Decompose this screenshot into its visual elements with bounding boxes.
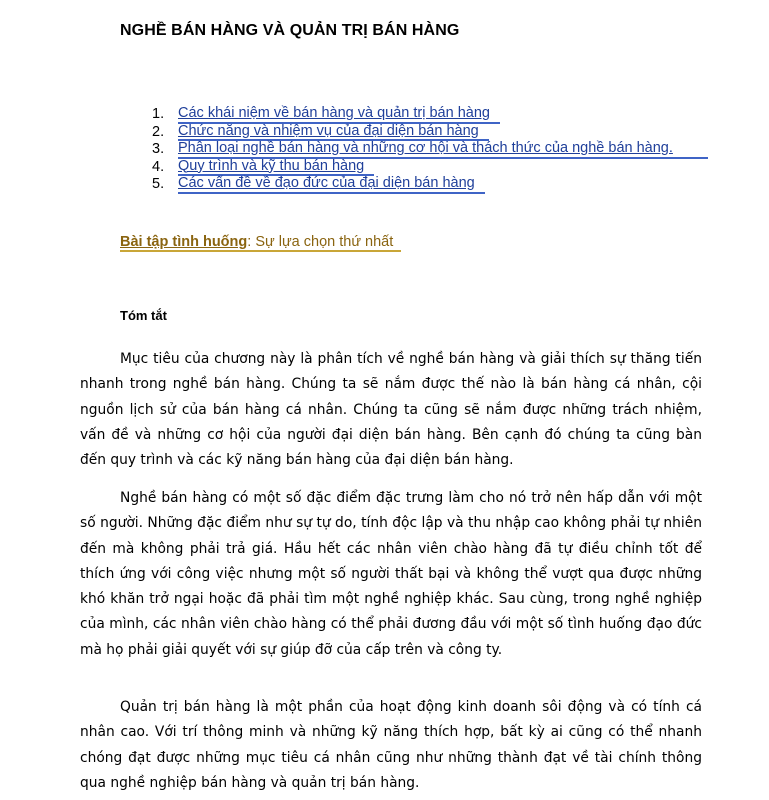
toc-link-sales-process[interactable]: Quy trình và kỹ thu bán hàng [178, 159, 374, 177]
document-title: NGHỀ BÁN HÀNG VÀ QUẢN TRỊ BÁN HÀNG [120, 22, 460, 39]
table-of-contents [152, 106, 712, 194]
case-study-label: Bài tập tình huống [120, 234, 248, 250]
toc-link-ethics[interactable]: Các vấn đề về đạo đức của đại diện bán hàng [178, 176, 485, 194]
toc-link-sales-concepts[interactable]: Các khái niệm về bán hàng và quản trị bán hàng [178, 106, 500, 124]
toc-link-sales-rep-functions[interactable]: Chức năng và nhiệm vụ của đại diện bán hàng [178, 124, 489, 142]
case-study-title: : Sự lựa chọn thứ nhất [247, 234, 394, 250]
toc-item-number: 1. [152, 106, 165, 122]
toc-item [152, 176, 712, 194]
summary-paragraph-3: Quản trị bán hàng là một phần của hoạt động kinh doanh sôi động và có tính cá nhân cao. Với trí thông minh và những kỹ năng thích hợp, bất kỳ ai cũng có thể nhanh chóng đạt được những mục tiêu cá nhân cũng như những thành đạt về tài chính thông qua nghề nghiệp bán hàng và quản trị bán hàng. [80, 699, 702, 791]
toc-item [152, 124, 712, 142]
toc-link-sales-classification[interactable]: Phân loại nghề bán hàng và những cơ hội và thách thức của nghề bán hàng. [178, 141, 708, 159]
toc-item [152, 141, 712, 159]
case-study-link[interactable] [120, 234, 401, 252]
summary-paragraph-2: Nghề bán hàng có một số đặc điểm đặc trưng làm cho nó trở nên hấp dẫn với một số người. Những đặc điểm như sự tự do, tính độc lập và thu nhập cao không phải tự nhiên đến mà không phải trả giá. Hầu hết các nhân viên chào hàng đã tự điều chỉnh tốt để thích ứng với công việc nhưng một số người thất bại và không thể vượt qua được những khó khăn trở ngại hoặc đã phải tìm một nghề nghiệp khác. Sau cùng, trong nghề nghiệp của mình, các nhân viên chào hàng có thể phải đương đầu với một số tình huống đạo đức mà họ phải giải quyết với sự giúp đỡ của cấp trên và công ty. [80, 490, 702, 658]
toc-item-number: 4. [152, 158, 165, 175]
summary-heading: Tóm tắt [120, 308, 167, 323]
toc-item-number: 2. [152, 123, 165, 140]
toc-item-number: 3. [152, 141, 165, 157]
toc-item [152, 159, 712, 177]
toc-item-number: 5. [152, 176, 165, 192]
summary-paragraph-1: Mục tiêu của chương này là phân tích về nghề bán hàng và giải thích sự thăng tiến nhanh trong nghề bán hàng. Chúng ta sẽ nắm được thế nào là bán hàng cá nhân, cội nguồn lịch sử của bán hàng cá nhân. Chúng ta cũng sẽ nắm được những trách nhiệm, vấn đề và những cơ hội của người đại diện bán hàng. Bên cạnh đó chúng ta cũng bàn đến quy trình và các kỹ năng bán hàng của đại diện bán hàng. [80, 351, 702, 469]
toc-item [152, 106, 712, 124]
